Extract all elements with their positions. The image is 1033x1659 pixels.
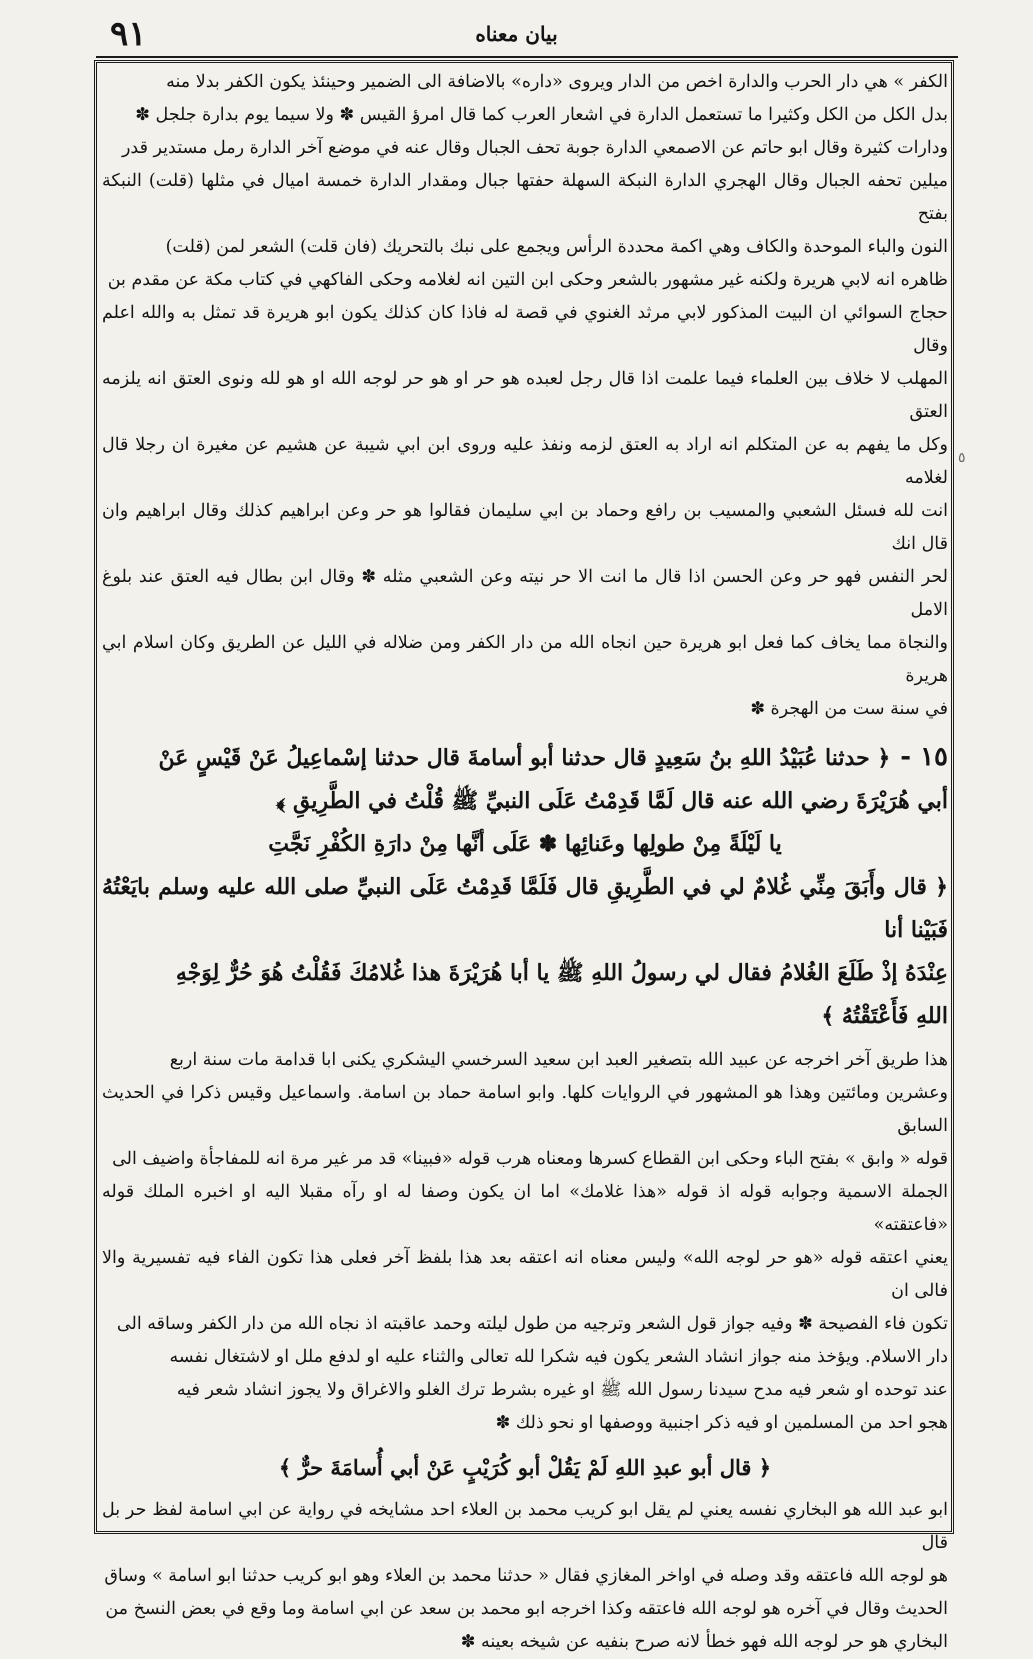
commentary-top: [102, 66, 948, 726]
hadith-line: اللهِ فَأَعْتَقْتُهُ ﴾: [821, 1003, 948, 1029]
text-line: ظاهره انه لابي هريرة ولكنه غير مشهور بالشعر وحكى ابن التين انه لغلامه وحكى الفاكهي في كتاب مكة عن مقدم بن: [107, 270, 948, 290]
commentary-bottom: [102, 1494, 948, 1659]
text-line: الحديث وقال في آخره هو لوجه الله فاعتقه وكذا اخرجه ابو محمد بن سعد عن ابي اسامة وما وقع في بعض النسخ من: [105, 1599, 948, 1619]
header-rule: [96, 56, 958, 58]
text-line: انت لله فسئل الشعبي والمسيب بن رافع وحماد بن ابي سليمان فقالوا هو حر وعن ابراهيم كذلك وقال ابراهيم وان قال انك: [102, 501, 948, 554]
text-line: يعني اعتقه قوله «هو حر لوجه الله» وليس معناه انه اعتقه بعد هذا بلفظ آخر فعلى هذا تكون الفاء فيه تفسيرية والا فالى ان: [102, 1248, 948, 1301]
text-line: هو لوجه الله فاعتقه وقد وصله في اواخر المغازي فقال « حدثنا محمد بن العلاء وهو ابو كريب حدثنا ابو اسامة » وساق: [104, 1566, 948, 1586]
text-line: والنجاة مما يخاف كما فعل ابو هريرة حين انجاه الله من دار الكفر ومن ضلاله في الليل عن الطريق وكان اسلام ابي هريرة: [102, 633, 948, 686]
text-line: دار الاسلام. ويؤخذ منه جواز انشاد الشعر يكون فيه شكرا لله تعالى والثناء عليه او لدفع ملل او لاشتغال نفسه: [169, 1347, 948, 1367]
hadith-text: [102, 736, 948, 1038]
text-line: ميلين تحفه الجبال وقال الهجري الدارة النبكة السهلة حفتها جبال ومقدار الدارة خمسة اميال في مثلها (قلت) النبكة بفتح: [102, 171, 948, 224]
text-line: قوله « وابق » بفتح الباء وحكى ابن القطاع كسرها ومعناه هرب قوله «فبينا» قد مر غير مرة انه للمفاجأة واضيف الى: [112, 1149, 948, 1169]
hadith-line: عِنْدَهُ إذْ طَلَعَ الغُلامُ فقال لي رسولُ اللهِ ﷺ يا أبا هُرَيْرَةَ هذا غُلامُكَ فَقُلْتُ هُوَ حُرٌّ لِوَجْهِ: [175, 960, 948, 986]
text-line: ابو عبد الله هو البخاري نفسه يعني لم يقل ابو كريب محمد بن العلاء احد مشايخه في رواية عن ابي اسامة لفظ حر بل قال: [102, 1500, 948, 1553]
page-content: [102, 66, 948, 1659]
text-line: النون والباء الموحدة والكاف وهي اكمة محددة الرأس ويجمع على نبك بالتحريك (فان قلت) الشعر لمن (قلت): [165, 237, 948, 257]
text-line: البخاري هو حر لوجه الله فهو خطأ لانه صرح بنفيه عن شيخه بعينه ✽: [460, 1632, 948, 1652]
text-line: الجملة الاسمية وجوابه قوله اذ قوله «هذا غلامك» اما ان يكون وصفا له او رآه مقبلا اليه او اخبره الملك قوله «فاعتقته»: [102, 1182, 948, 1235]
text-line: في سنة ست من الهجرة ✽: [750, 699, 948, 719]
commentary-middle: [102, 1044, 948, 1440]
page-number: ٩١: [110, 14, 147, 54]
text-line: لحر النفس فهو حر وعن الحسن اذا قال ما انت الا حر نيته وعن الشعبي مثله ✽ وقال ابن بطال فيه العتق عند بلوغ الامل: [102, 567, 948, 620]
text-line: المهلب لا خلاف بين العلماء فيما علمت اذا قال رجل لعبده هو حر او هو حر لوجه الله او هو لله ونوى العتق انه يلزمه العتق: [102, 369, 948, 422]
margin-mark: ٥: [958, 450, 966, 466]
hadith-line: ١٥ -﴿ حدثنا عُبَيْدُ اللهِ بنُ سَعِيدٍ قال حدثنا أبو أسامةَ قال حدثنا إسْماعِيلُ عَنْ قَيْسٍ عَنْ: [158, 742, 948, 772]
text-line: الكفر » هي دار الحرب والدارة اخص من الدار ويروى «داره» بالاضافة الى الضمير وحينئذ يكون الكفر بدلا منه: [166, 72, 948, 92]
hadith-number: ١٥ -: [900, 742, 948, 772]
text-line: ودارات كثيرة وقال ابو حاتم عن الاصمعي الدارة جوبة تحف الجبال وقال عنه في موضع آخر الدارة رمل مستدير قدر: [121, 138, 948, 158]
hadith-line: أبي هُرَيْرَةَ رضي الله عنه قال لَمَّا قَدِمْتُ عَلَى النبيِّ ﷺ قُلْتُ في الطَّرِيقِ ﴾: [276, 788, 948, 814]
narration-note: ﴿ قال أبو عبدِ اللهِ لَمْ يَقُلْ أبو كُرَيْبٍ عَنْ أبي أُسامَةَ حرٌّ ﴾: [278, 1455, 772, 1480]
text-line: عند توحده او شعر فيه مدح سيدنا رسول الله ﷺ او غيره بشرط ترك الغلو والاغراق ولا يجوز انشاد شعر فيه: [176, 1380, 948, 1400]
running-title: بيان معناه: [475, 22, 558, 46]
poem-verse: يا لَيْلَةً مِنْ طولِها وعَنائِها ✽ عَلَى أنَّها مِنْ دارَةِ الكُفْرِ نَجَّتِ: [268, 831, 782, 857]
text-line: وكل ما يفهم به عن المتكلم انه اراد به العتق لزمه ونفذ عليه وروى ابن ابي شيبة عن هشيم عن مغيرة ان رجلا قال لغلامه: [102, 435, 948, 488]
text-line: هجو احد من المسلمين او فيه ذكر اجنبية ووصفها او نحو ذلك ✽: [495, 1413, 948, 1433]
text-line: هذا طريق آخر اخرجه عن عبيد الله بتصغير العبد ابن سعيد السرخسي اليشكري يكنى ابا قدامة مات سنة اربع: [169, 1050, 948, 1070]
text-line: حجاج السوائي ان البيت المذكور لابي مرثد الغنوي في قصة له فاذا كان كذلك يكون ابو هريرة قد تمثل به والله اعلم وقال: [102, 303, 948, 356]
text-line: وعشرين ومائتين وهذا هو المشهور في الروايات كلها. وابو اسامة حماد بن اسامة. واسماعيل وقيس ذكرا في الحديث السابق: [102, 1083, 948, 1136]
text-line: بدل الكل من الكل وكثيرا ما تستعمل الدارة في اشعار العرب كما قال امرؤ القيس ✽ ولا سيما يوم بدارة جلجل ✽: [135, 105, 948, 125]
hadith-line: ﴿ قال وأَبَقَ مِنِّي غُلامٌ لي في الطَّرِيقِ قال فَلَمَّا قَدِمْتُ عَلَى النبيِّ صلى الله عليه وسلم بايَعْتُهُ فَبَيْنا أنا: [102, 874, 948, 943]
text-line: تكون فاء الفصيحة ✽ وفيه جواز قول الشعر وترجيه من طول ليلته وحمد عاقبته اذ نجاه الله من دار الكفر وساقه الى: [116, 1314, 948, 1334]
